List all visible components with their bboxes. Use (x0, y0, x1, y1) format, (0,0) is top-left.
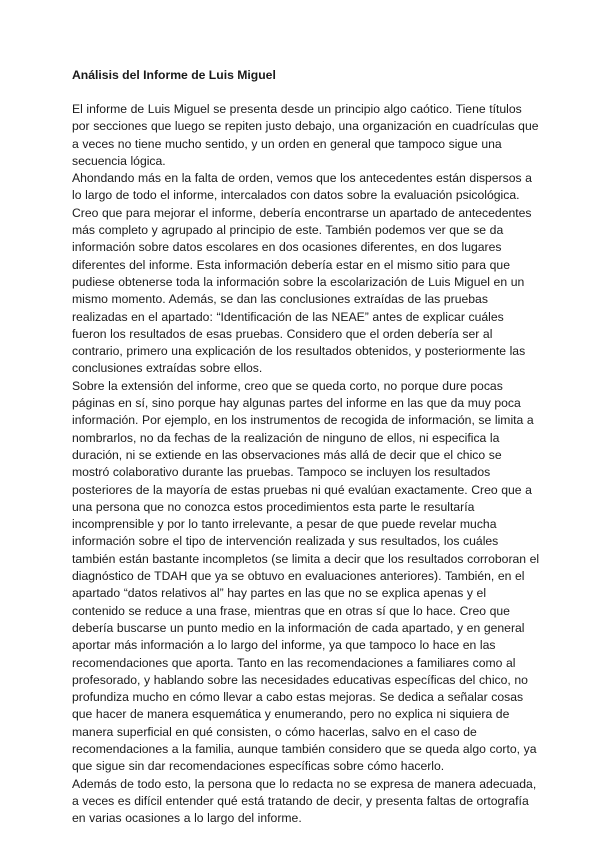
paragraph-extension: Sobre la extensión del informe, creo que se queda corto, no porque dure pocas páginas en sí, sino porque hay algunas partes del informe en las que da muy poca información. Por ejemplo, en los instrumentos de recogida de información, se limita a nombrarlos, no da fechas de la realización de ninguno de ellos, ni especifica la duración, ni se extiende en las observaciones más allá de decir que el chico se mostró colaborativo durante las pruebas. Tampoco se incluyen los resultados posteriores de la mayoría de estas pruebas ni qué evalúan exactamente. Creo que a una persona que no conozca estos procedimientos esta parte le resultaría incomprensible y por lo tanto irrelevante, a pesar de que puede revelar mucha información sobre el tipo de intervención realizada y sus resultados, los cuáles también están bastante incompletos (se limita a decir que los resultados corroboran el diagnóstico de TDAH que ya se obtuvo en evaluaciones anteriores). También, en el apartado “datos relativos al” hay partes en las que no se explica apenas y el contenido se reduce a una frase, mientras que en otras sí que lo hace. Creo que debería buscarse un punto medio en la información de cada apartado, y en general aportar más información a lo largo del informe, ya que tampoco lo hace en las recomendaciones que aporta. Tanto en las recomendaciones a familiares como al profesorado, y hablando sobre las necesidades educativas específicas del chico, no profundiza mucho en cómo llevar a cabo estas mejoras. Se dedica a señalar cosas que hacer de manera esquemática y enumerando, pero no explica ni siquiera de manera superficial en qué consisten, o cómo hacerlas, salvo en el caso de recomendaciones a la familia, aunque también considero que se queda algo corto, ya que sigue sin dar recomendaciones específicas sobre cómo hacerlo. (72, 378, 540, 774)
paragraph-conclusion: Además de todo esto, la persona que lo redacta no se expresa de manera adecuada, a veces es difícil entender qué está tratando de decir, y presenta faltas de ortografía en varias ocasiones a lo largo del informe. (72, 776, 537, 826)
paragraph-order: Ahondando más en la falta de orden, vemos que los antecedentes están dispersos a lo largo de todo el informe, intercalados con datos sobre la evaluación psicológica. Creo que para mejorar el informe, debería encontrarse un apartado de antecedentes más completo y agrupado al principio de este. También podemos ver que se da información sobre datos escolares en dos ocasiones diferentes, en dos lugares diferentes del informe. Esta información debería estar en el mismo sitio para que pudiese obtenerse toda la información sobre la escolarización de Luis Miguel en un mismo momento. Además, se dan las conclusiones extraídas de las pruebas realizadas en el apartado: “Identificación de las NEAE” antes de explicar cuáles fueron los resultados de esas pruebas. Considero que el orden debería ser al contrario, primero una explicación de los resultados obtenidos, y posteriormente las conclusiones extraídas sobre ellos. (72, 171, 532, 376)
paragraph-intro: El informe de Luis Miguel se presenta desde un principio algo caótico. Tiene títulos por secciones que luego se repiten justo debajo, una organización en cuadrículas que a veces no tiene mucho sentido, y un orden en general que tampoco sigue una secuencia lógica. (72, 102, 539, 168)
document-title: Análisis del Informe de Luis Miguel (72, 68, 276, 82)
